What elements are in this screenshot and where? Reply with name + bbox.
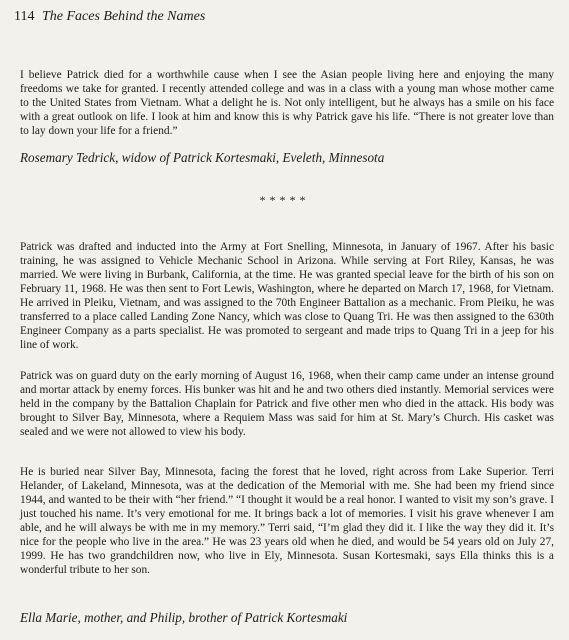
tribute-1-attribution: Rosemary Tedrick, widow of Patrick Kortesmaki, Eveleth, Minnesota [20, 150, 385, 165]
tribute-2-paragraph-2: Patrick was on guard duty on the early morning of August 16, 1968, when their camp came under an intense ground and mortar attack by enemy forces. His bunker was hit and he and two others died instantly. Memorial services were held in the company by the Battalion Chaplain for Patrick and five other men who died in the attack. His body was brought to Silver Bay, Minnesota, where a Requiem Mass was said for him at St. Mary’s Church. His casket was sealed and we were not allowed to view his body. [20, 370, 554, 438]
tribute-2-attribution: Ella Marie, mother, and Philip, brother of Patrick Kortesmaki [20, 610, 348, 625]
page-number: 114 [14, 9, 35, 24]
book-title: The Faces Behind the Names [41, 9, 206, 24]
tribute-2-paragraph-3: He is buried near Silver Bay, Minnesota, facing the forest that he loved, right across from Lake Superior. Terri Helander, of Lakeland, Minnesota, was at the dedication of the Memorial with me. She had been my friend since 1944, and wanted to be their with “her friend.” “I thought it would be a real honor. I wanted to visit my son’s grave. I just touched his name. It’s very emotional for me. It brings back a lot of memories. I visit his grave whenever I am able, and he will always be with me in my memory.” Terri said, “I’m glad they did it. I like the way they did it. It’s nice for the people who live in the area.” He was 23 years old when he died, and would be 54 years old on July 27, 1999. He has two grandchildren now, who live in Ely, Minnesota. Susan Kortesmaki, says Ella thinks this is a wonderful tribute to her son. [20, 466, 554, 576]
tribute-1-text: I believe Patrick died for a worthwhile cause when I see the Asian people living here and enjoying the many freedoms we take for granted. I recently attended college and was in a class with a young man whose mother came to the United States from Vietnam. What a delight he is. Not only intelligent, but he always has a smile on his face with a great outlook on life. I look at him and know this is why Patrick gave his life. “There is not greater love than to lay down your life for a friend.” [20, 69, 554, 137]
page-header [14, 9, 205, 25]
section-separator: ***** [259, 193, 310, 207]
tribute-2-paragraph-1: Patrick was drafted and inducted into the Army at Fort Snelling, Minnesota, in January of 1967. After his basic training, he was assigned to Vehicle Mechanic School in Arizona. While serving at Fort Riley, Kansas, he was married. We were living in Burbank, California, at the time. He was granted special leave for the birth of his son on February 11, 1968. He was then sent to Fort Lewis, Washington, where he departed on March 17, 1968, for Vietnam. He arrived in Pleiku, Vietnam, and was assigned to the 70th Engineer Battalion as a mechanic. From Pleiku, he was transferred to a place called Landing Zone Nancy, which was close to Quang Tri. He was then assigned to the 630th Engineer Company as a parts specialist. He was promoted to sergeant and made trips to Quang Tri in a jeep for his line of work. [20, 241, 554, 351]
